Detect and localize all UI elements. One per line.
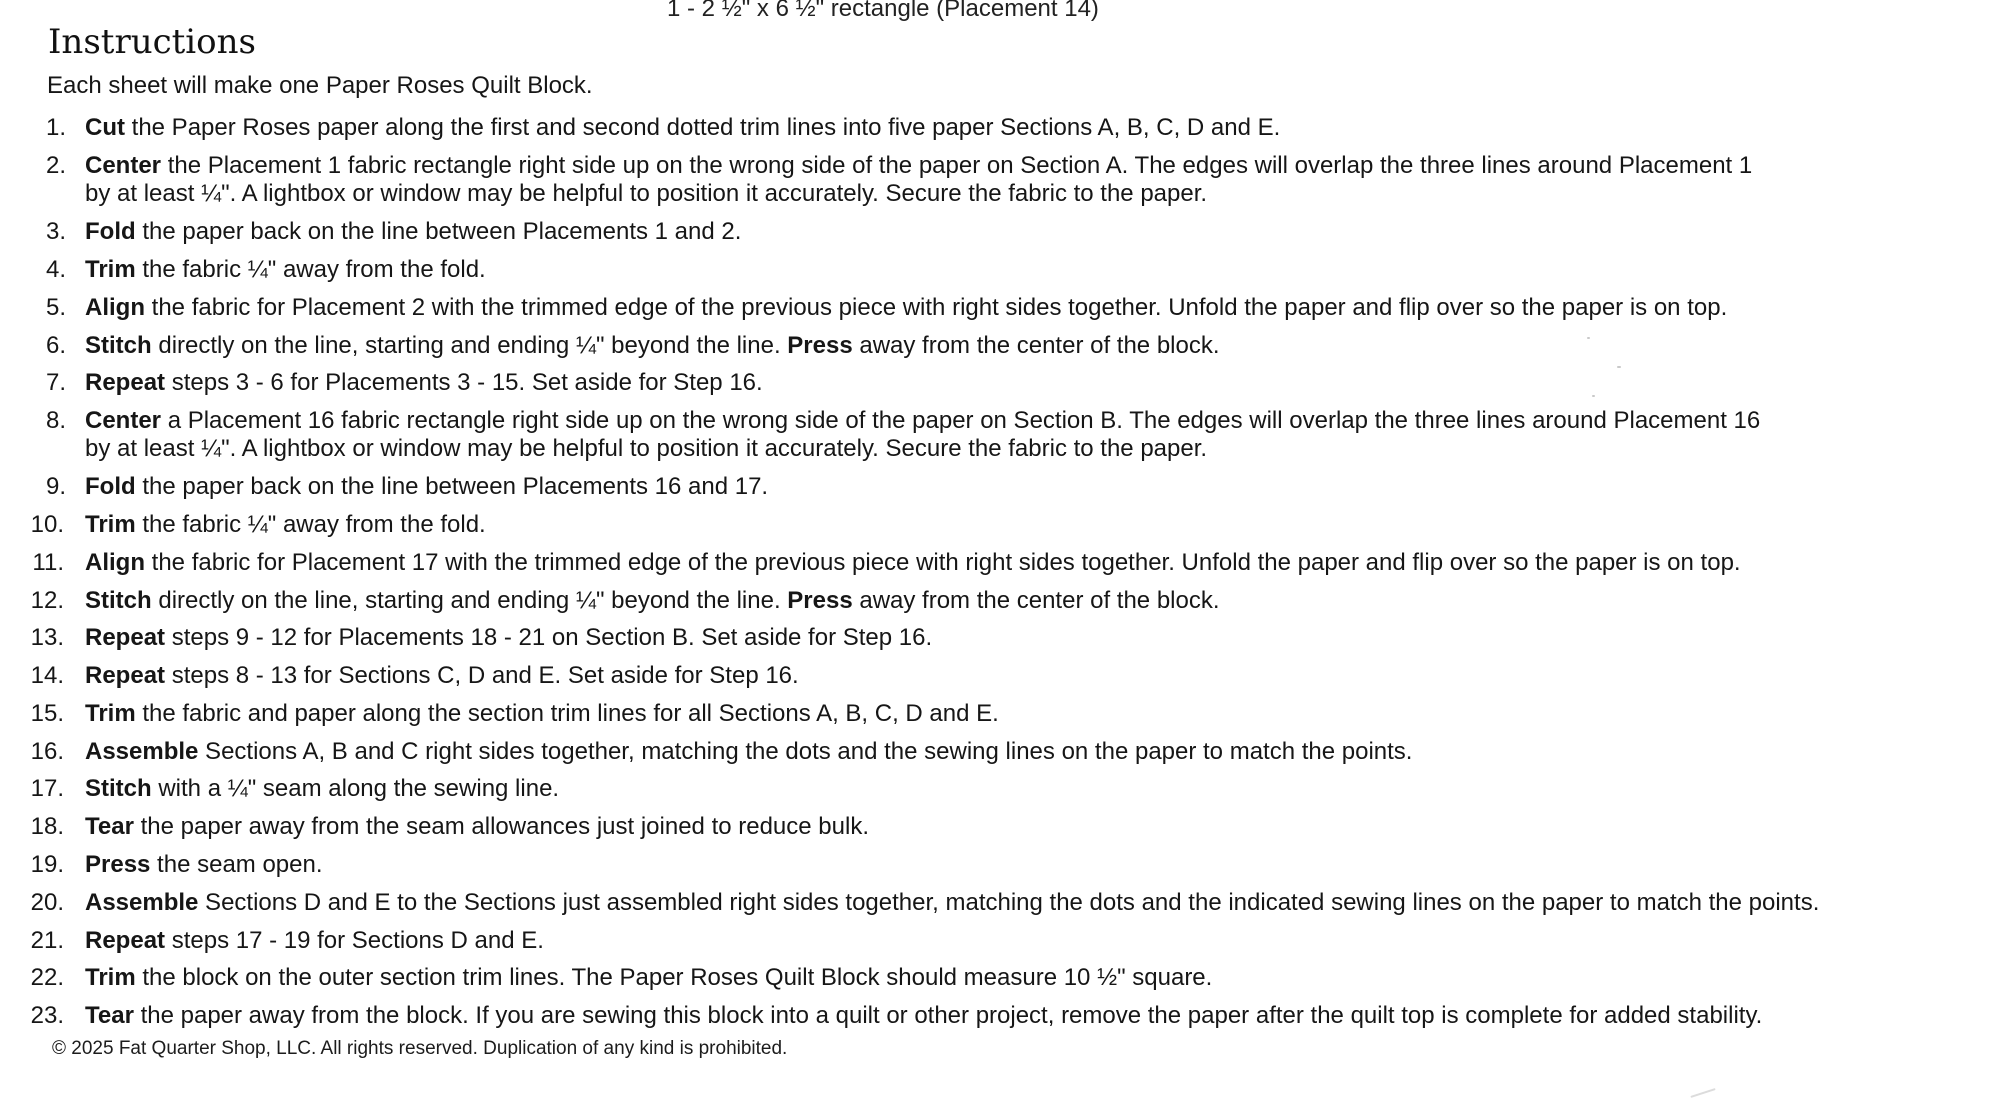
step-action: Fold [85,218,136,245]
step-body: the fabric ¼" away from the fold. [135,256,486,283]
step-action: Assemble [85,889,199,916]
step-action: Trim [85,700,136,727]
step-text [85,511,1990,539]
step-number: 2. [45,152,66,179]
scan-speck [1592,395,1595,397]
step-text [85,114,1990,142]
scan-speck [1587,337,1590,339]
step-number: 14. [30,662,64,689]
step-number: 22. [30,964,64,991]
step-body: Sections D and E to the Sections just assembled right sides together, matching the dots and the indicated sewing lines on the paper to match the points. [198,889,1820,916]
step-body: the paper back on the line between Placements 1 and 2. [135,218,742,245]
step-body: the fabric for Placement 2 with the trimmed edge of the previous piece with right sides together. Unfold the paper and flip over so the paper is on top. [145,294,1728,321]
step-body: the paper away from the seam allowances just joined to reduce bulk. [133,813,869,840]
step-body: steps 8 - 13 for Sections C, D and E. Set aside for Step 16. [165,662,799,689]
step-number: 10. [30,511,64,538]
step-text [85,775,1990,803]
step-text [85,927,1990,955]
step-body: the Placement 1 fabric rectangle right side up on the wrong side of the paper on Section A. The edges will overlap the three lines around Placement 1 [161,152,1753,179]
step-text [85,624,1990,652]
step-number: 19. [30,851,64,878]
step-body: the paper away from the block. If you are sewing this block into a quilt or other project, remove the paper after the quilt top is complete for added stability. [133,1002,1763,1029]
step-body: the fabric and paper along the section trim lines for all Sections A, B, C, D and E. [135,700,999,727]
step-action: Tear [85,813,134,840]
step-body: steps 3 - 6 for Placements 3 - 15. Set aside for Step 16. [165,369,763,396]
step-action: Press [85,851,151,878]
step-action: Stitch [85,775,152,802]
step-number: 23. [30,1002,64,1029]
step-number: 8. [45,407,66,434]
step-action: Repeat [85,624,166,651]
step-body: the Paper Roses paper along the first and second dotted trim lines into five paper Sections A, B, C, D and E. [124,114,1281,141]
instructions-heading: Instructions [48,22,256,62]
step-number: 21. [30,927,64,954]
step-body: a Placement 16 fabric rectangle right side up on the wrong side of the paper on Section B. The edges will overlap the three lines around Placement 16 [161,407,1761,434]
step-action: Align [85,294,145,321]
step-body: the fabric ¼" away from the fold. [135,511,486,538]
step-text [85,662,1990,690]
step-number: 7. [45,369,66,396]
step-action: Tear [85,1002,134,1029]
step-body: the seam open. [150,851,323,878]
step-text [85,549,1990,577]
step-text [85,152,1990,180]
step-action: Trim [85,256,136,283]
placement-14-cut-line: 1 - 2 ½" x 6 ½" rectangle (Placement 14) [667,0,1099,22]
step-action: Trim [85,964,136,991]
step-number: 9. [45,473,66,500]
step-action: Repeat [85,927,166,954]
step-body: the block on the outer section trim lines. The Paper Roses Quilt Block should measure 10 ½" square. [135,964,1213,991]
step-text [85,369,1990,397]
step-number: 18. [30,813,64,840]
step-number: 15. [30,700,64,727]
step-action: Center [85,152,162,179]
step-number: 11. [32,549,64,576]
step-action: Assemble [85,738,199,765]
step-action-secondary: Press [787,332,853,359]
step-text [85,218,1990,246]
step-number: 1. [45,114,66,141]
step-text [85,851,1990,879]
step-body: with a ¼" seam along the sewing line. [151,775,560,802]
step-number: 3. [45,218,66,245]
step-action: Trim [85,511,136,538]
step-number: 12. [30,587,64,614]
step-text [85,407,1990,435]
scan-speck [1617,366,1621,368]
step-action: Repeat [85,662,166,689]
step-body-secondary: away from the center of the block. [852,587,1220,614]
step-body: Sections A, B and C right sides together, matching the dots and the sewing lines on the paper to match the points. [198,738,1413,765]
step-body: the fabric for Placement 17 with the trimmed edge of the previous piece with right sides together. Unfold the paper and flip over so the paper is on top. [145,549,1741,576]
step-number: 16. [30,738,64,765]
step-text [85,738,1990,766]
step-action: Stitch [85,587,152,614]
step-action: Cut [85,114,125,141]
step-text [85,1002,1990,1030]
step-text [85,256,1990,284]
scan-speck [1690,1088,1715,1098]
step-action: Align [85,549,145,576]
step-number: 6. [45,332,66,359]
step-action: Stitch [85,332,152,359]
step-number: 5. [45,294,66,321]
step-text [85,889,1990,917]
step-text-continued: by at least ¼". A lightbox or window may be helpful to position it accurately. Secure the fabric to the paper. [85,435,1208,462]
step-action: Center [85,407,162,434]
step-text [85,813,1990,841]
step-body: steps 9 - 12 for Placements 18 - 21 on Section B. Set aside for Step 16. [165,624,933,651]
step-body: the paper back on the line between Placements 16 and 17. [135,473,769,500]
step-action: Fold [85,473,136,500]
step-text [85,700,1990,728]
step-text [85,332,1990,360]
step-number: 17. [30,775,64,802]
step-body: directly on the line, starting and ending ¼" beyond the line. [151,587,788,614]
step-body-secondary: away from the center of the block. [852,332,1220,359]
step-body: directly on the line, starting and ending ¼" beyond the line. [151,332,788,359]
intro-text: Each sheet will make one Paper Roses Quilt Block. [47,72,593,99]
step-action: Repeat [85,369,166,396]
step-text [85,964,1990,992]
step-text-continued: by at least ¼". A lightbox or window may be helpful to position it accurately. Secure the fabric to the paper. [85,180,1208,207]
copyright-notice: © 2025 Fat Quarter Shop, LLC. All rights reserved. Duplication of any kind is prohibited. [52,1038,788,1059]
step-number: 20. [30,889,64,916]
step-text [85,473,1990,501]
step-text [85,587,1990,615]
step-number: 13. [30,624,64,651]
step-number: 4. [45,256,66,283]
step-text [85,294,1990,322]
step-body: steps 17 - 19 for Sections D and E. [165,927,544,954]
step-action-secondary: Press [787,587,853,614]
